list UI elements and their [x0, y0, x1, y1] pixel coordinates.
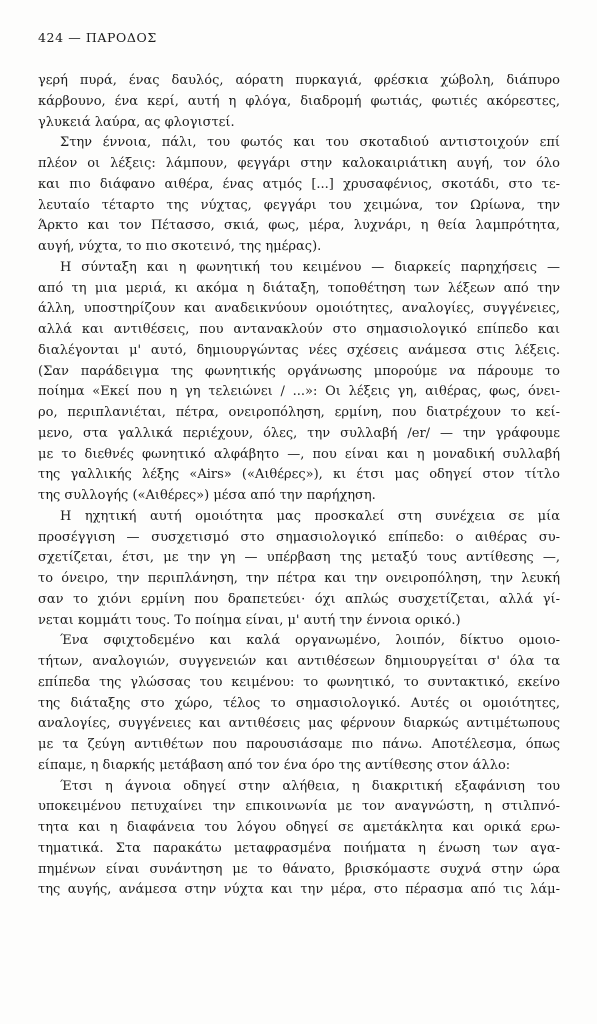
body-text: [38, 71, 560, 901]
text-line: αυγή, νύχτα, το πιο σκοτεινό, της ημέρας).: [38, 239, 322, 254]
paragraph: [38, 507, 560, 632]
text-line: αλλά και αντιθέσεις, που αντανακλούν στο σημασιολογικό επίπεδο και: [38, 322, 560, 337]
text-line: Άρκτο και τον Πέτασσο, σκιά, φως, μέρα, λυχνάρι, η θεία λαμπρότητα,: [38, 218, 560, 234]
text-line: Στην έννοια, πάλι, του φωτός και του σκοταδιού αντιστοιχούν επί: [60, 135, 560, 151]
text-line: γερή πυρά, ένας δαυλός, αόρατη πυρκαγιά, φρέσκια χώβολη, διάπυρο: [38, 73, 560, 88]
text-line: Η ηχητική αυτή ομοιότητα μας προσκαλεί στη συνέχεια σε μία: [60, 508, 560, 524]
text-line: Έτσι η άγνοια οδηγεί στην αλήθεια, η διακριτική εξαφάνιση του: [60, 778, 560, 794]
text-line: κάρβουνο, ένα κερί, αυτή η φλόγα, διαδρομή φωτιάς, φωτιές ακόρεστες,: [38, 93, 560, 109]
text-line: Η σύνταξη και η φωνητική του κειμένου — διαρκείς παρηχήσεις —: [60, 259, 560, 275]
text-line: ρο, περιπλανιέται, πέτρα, ονειροπόληση, ερμίνη, που διατρέχουν το κεί-: [38, 405, 560, 420]
text-line: Ένα σφιχτοδεμένο και καλά οργανωμένο, λοιπόν, δίκτυο ομοιο-: [60, 633, 560, 649]
text-line: προσέγγιση — συσχετισμό στο σημασιολογικό επίπεδο: ο αιθέρας συ-: [38, 529, 560, 545]
text-line: μενο, στα γαλλικά περιέχουν, όλες, την συλλαβή /er/ — την γράφουμε: [38, 425, 560, 441]
text-line: της γαλλικής λέξης «Airs» («Αιθέρες»), κι έτσι μας οδηγεί στον τίτλο: [38, 467, 560, 483]
text-line: νεται κομμάτι τους. Το ποίημα είναι, μ' αυτή την έννοια ορικό.): [38, 612, 461, 628]
text-line: σαν το χιόνι ερμίνη που δραπετεύει· όχι απλώς συσχετίζεται, αλλά γί-: [38, 591, 560, 607]
text-line: είπαμε, η διαρκής μετάβαση από τον ένα όρο της αντίθεσης στον άλλο:: [38, 757, 511, 773]
text-line: από τη μια μεριά, κι ακόμα η διάταξη, τοποθέτηση των λέξεων από την: [38, 280, 560, 296]
text-line: το όνειρο, την περιπλάνηση, την πέτρα και την ονειροπόληση, την λευκή: [38, 571, 560, 586]
text-line: υποκειμένου πετυχαίνει την επικοινωνία με τον αναγνώστη, η στιλπνό-: [38, 799, 560, 815]
text-line: με τα ζεύγη αντιθέτων που παρουσιάσαμε πιο πάνω. Αποτέλεσμα, όπως: [38, 737, 560, 752]
text-line: τηματικά. Στα παρακάτω μεταφρασμένα ποιήματα η ένωση των αγα-: [38, 840, 560, 856]
text-line: ποίημα «Εκεί που η γη τελειώνει / ...»: Οι λέξεις γη, αιθέρας, φως, όνει-: [38, 384, 560, 400]
text-line: τητα και η διαφάνεια του λόγου οδηγεί σε αμετάκλητα και ορικά ερω-: [38, 820, 560, 835]
text-line: πλέον οι λέξεις: λάμπουν, φεγγάρι στην καλοκαιριάτικη αυγή, τον όλο: [38, 156, 560, 171]
text-line: και πιο διάφανο αιθέρα, ένας ατμός [...] χρυσαφένιος, σκοτάδι, στο τε-: [38, 176, 560, 192]
text-line: της διάταξης στο χώρο, τέλος το σημασιολογικό. Αυτές οι ομοιότητες,: [38, 695, 560, 711]
text-line: γλυκειά λαύρα, ας φλογιστεί.: [38, 114, 235, 130]
text-line: τήτων, αναλογιών, συγγενειών και αντιθέσεων δημιουργείται σ' όλα τα: [38, 654, 560, 669]
running-head: 424 — ΠΑΡΟΔΟΣ: [38, 30, 157, 45]
paragraph: [38, 133, 560, 258]
paragraph: [38, 631, 560, 776]
text-line: άλλη, υποστηρίζουν και αναδεικνύουν ομοιότητες, αναλογίες, συγγένειες,: [38, 301, 560, 317]
text-line: (Σαν παράδειγμα της φωνητικής οργάνωσης μπορούμε να πάρουμε το: [38, 363, 560, 379]
text-line: με το διεθνές φωνητικό αλφάβητο —, που είναι και η μοναδική συλλαβή: [38, 446, 560, 462]
text-line: διαλέγονται μ' αυτό, δημιουργώντας νέες σχέσεις ανάμεσα στις λέξεις.: [38, 342, 560, 358]
paragraph: [38, 71, 560, 133]
text-line: επίπεδα της γλώσσας του κειμένου: το φωνητικό, το συντακτικό, εκείνο: [38, 674, 560, 690]
text-line: της αυγής, ανάμεσα στην νύχτα και την μέρα, στο πέρασμα από τις λάμ-: [38, 882, 560, 898]
paragraph: [38, 777, 560, 902]
text-line: αναλογίες, συγγένειες και αντιθέσεις μας φέρνουν διαρκώς αντιμέτωπους: [38, 716, 560, 732]
text-line: σχετίζεται, έτσι, με την γη — υπέρβαση της μεταξύ τους αντίθεσης —,: [38, 550, 560, 566]
text-line: λευταίο τέταρτο της νύχτας, φεγγάρι του χειμώνα, τον Ωρίωνα, την: [38, 197, 560, 213]
text-line: της συλλογής («Αιθέρες») μέσα από την παρήχηση.: [38, 488, 376, 503]
text-line: πημένων είναι συνάντηση με το θάνατο, βρισκόμαστε συχνά στην ώρα: [38, 861, 560, 877]
paragraph: [38, 258, 560, 507]
